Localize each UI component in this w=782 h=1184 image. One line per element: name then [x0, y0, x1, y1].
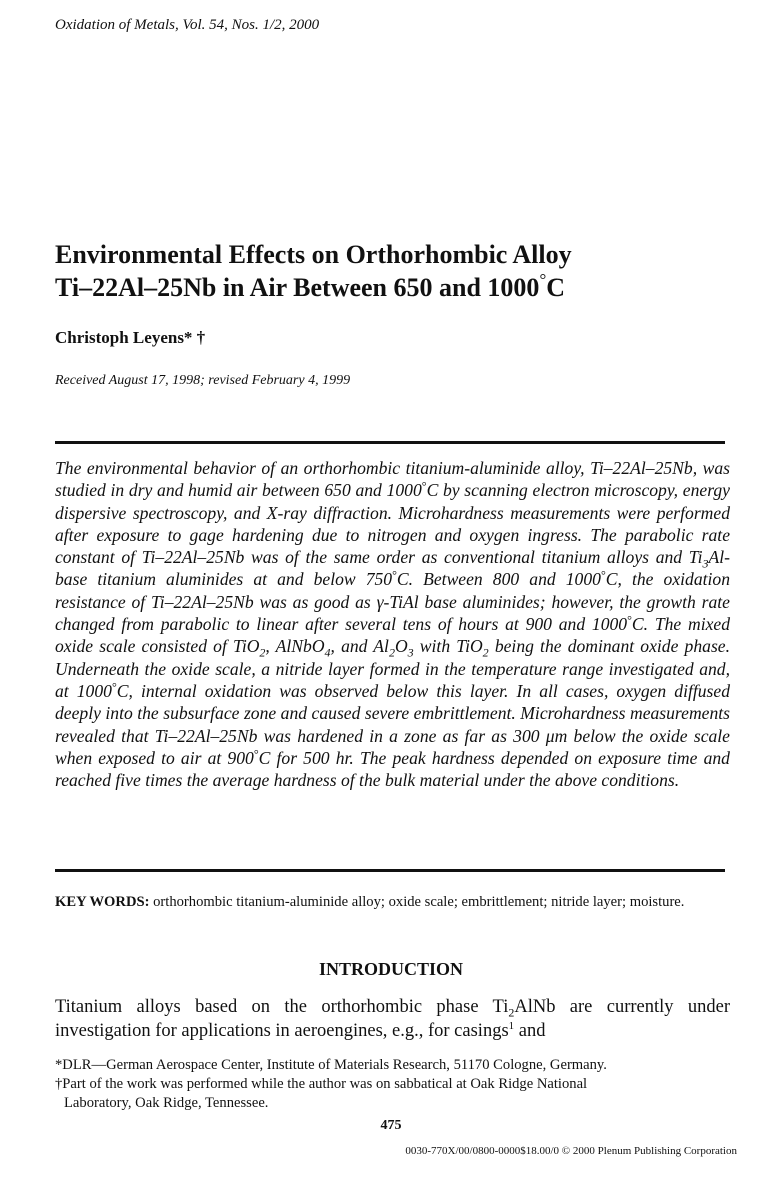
page-number: 475 [380, 1118, 402, 1133]
keywords [55, 893, 730, 912]
footnote-affiliation: *DLR—German Aerospace Center, Institute of Materials Research, 51170 Cologne, Germany. [55, 1057, 607, 1073]
keywords-label: KEY WORDS: [55, 894, 150, 910]
footnote-sabbatical-continued: Laboratory, Oak Ridge, Tennessee. [64, 1095, 269, 1111]
abstract-top-rule [55, 441, 725, 444]
author-name: Christoph Leyens* † [55, 328, 206, 347]
title-line-2: Ti–22Al–25Nb in Air Between 650 and 1000 [55, 273, 540, 302]
introduction-paragraph: Titanium alloys based on the orthorhombic phase $Ti_2AlNb$ are currently under investigation for applications in aeroengines, e.g., for casings$^1$ and [55, 997, 730, 1041]
degree-symbol: ° [539, 270, 547, 289]
reference-marker[interactable]: 1 [508, 1020, 515, 1032]
title-line-1: Environmental Effects on Orthorhombic Alloy [55, 240, 572, 269]
journal-citation: Oxidation of Metals, Vol. 54, Nos. 1/2, 2000 [55, 17, 320, 33]
abstract: The environmental behavior of an orthorhombic titanium-aluminide alloy, Ti–22Al–25Nb, was studied in dry and humid air between 650 and 1000°C by scanning electron microscopy, energy dispersive spectroscopy, and X-ray diffraction. Microhardness measurements were performed after exposure to gage hardening due to nitrogen and oxygen ingress. The parabolic rate constant of Ti–22Al–25Nb was of the same order as conventional titanium alloys and $Ti_3Al$-base titanium aluminides at and below 750°C. Between 800 and 1000°C, the oxidation resistance of Ti–22Al–25Nb was as good as γ-TiAl base aluminides; however, the growth rate changed from parabolic to linear after several tens of hours at 900 and 1000°C. The mixed oxide scale consisted of TiO$_2$, AlNbO$_4$, and $Al_2O_3$ with TiO$_2$ being the dominant oxide phase. Underneath the oxide scale, a nitride layer formed in the temperature range investigated and, at 1000°C, internal oxidation was observed below this layer. In all cases, oxygen diffused deeply into the subsurface zone and caused severe embrittlement. Microhardness measurements revealed that Ti–22Al–25Nb was hardened in a zone as far as 300 μm below the oxide scale when exposed to air at 900°C for 500 hr. The peak hardness depended on exposure time and reached five times the average hardness of the bulk material under the above conditions. [55, 458, 731, 791]
copyright-line: 0030-770X/00/0800-0000$18.00/0 © 2000 Plenum Publishing Corporation [405, 1145, 737, 1157]
keywords-text: orthorhombic titanium-aluminide alloy; oxide scale; embrittlement; nitride layer; moisture. [149, 894, 685, 910]
received-dates: Received August 17, 1998; revised February 4, 1999 [55, 373, 351, 388]
section-heading-introduction: INTRODUCTION [318, 959, 464, 979]
title-unit: C [546, 273, 566, 302]
abstract-bottom-rule [55, 869, 725, 872]
footnote-sabbatical: †Part of the work was performed while the author was on sabbatical at Oak Ridge National [55, 1076, 588, 1092]
article-title [55, 238, 735, 304]
footnotes [55, 1056, 735, 1113]
